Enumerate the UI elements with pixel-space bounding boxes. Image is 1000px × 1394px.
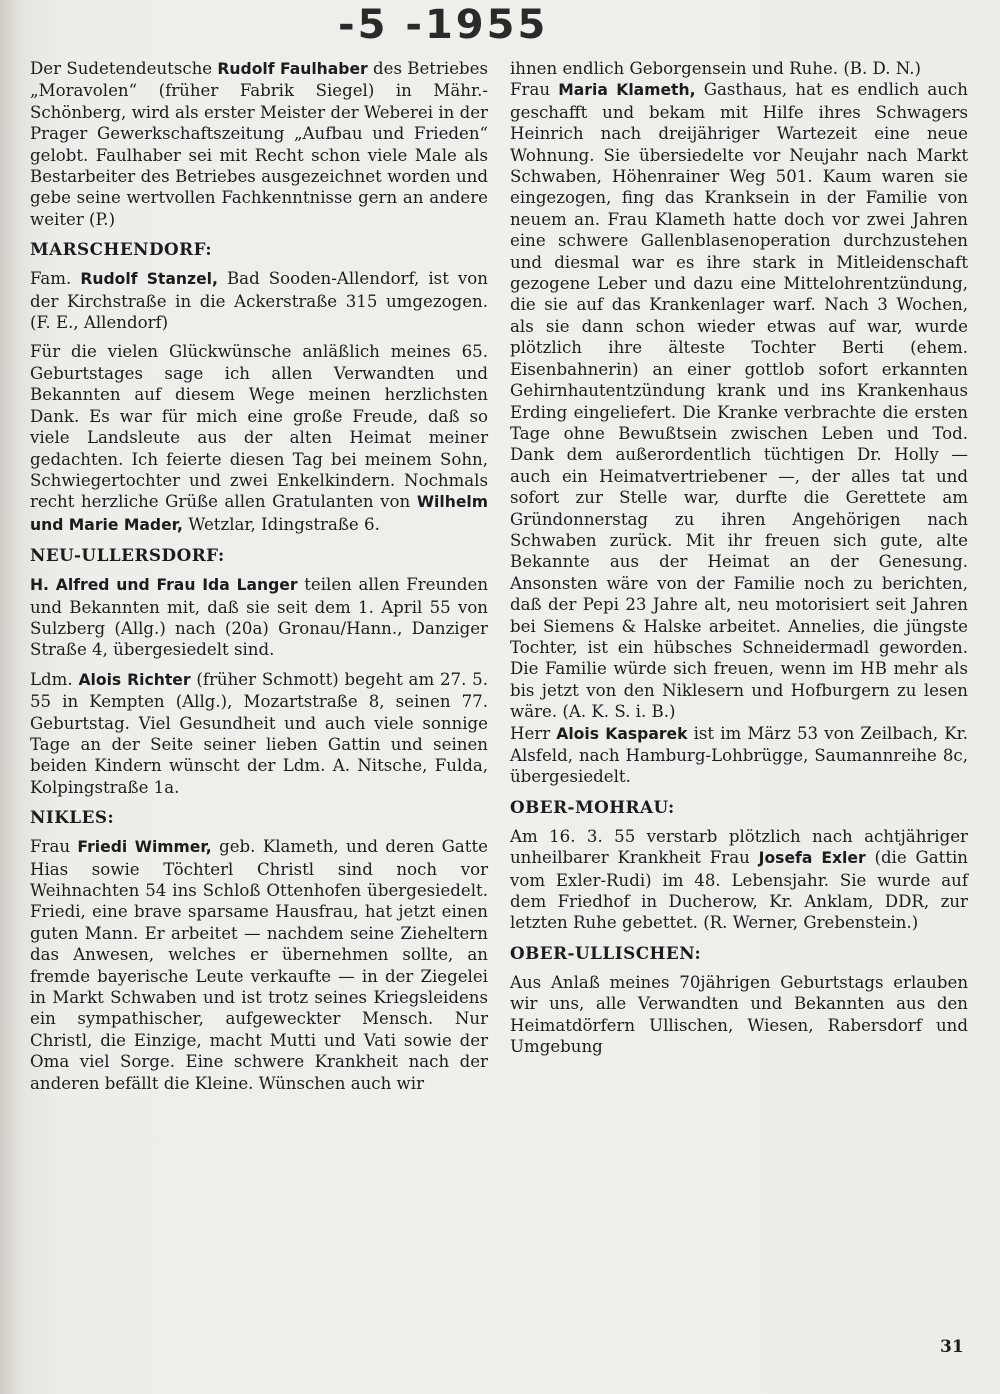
section-heading-neu-ullersdorf: NEU-ULLERSDORF: [30,545,225,566]
section-heading-ober-ullischen: OBER-ULLISCHEN: [510,942,702,963]
article-exler [510,826,968,934]
text-segment: Am 16. 3. 55 verstarb plötzlich nach achtjähriger unheilbarer Krankheit Frau [510,826,968,868]
section-heading-nikles: NIKLES: [30,807,115,828]
text-segment: (die Gattin vom Exler-Rudi) im 48. Lebensjahr. Sie wurde auf dem Friedhof in Ducherow, Kr. Anklam, DDR, zur letzten Ruhe gebettet. (R. Werner, Grebenstein.) [510,848,968,933]
text-segment: Der Sudetendeutsche [30,59,218,78]
page-number: 31 [940,1337,964,1357]
text-segment: teilen allen Freunden und Bekannten mit, daß sie seit dem 1. April 55 von Sulzberg (Allg.) nach (20a) Gronau/Hann., Danziger Straße 4, übergesiedelt sind. [30,575,489,660]
text-segment: Fam. [30,269,81,289]
text-segment: Aus Anlaß meines 70jährigen Geburtstags erlauben wir uns, alle Verwandten und Bekannten aus den Heimatdörfern Ullischen, Wiesen, Rabersdorf und Umgebung [510,972,968,1057]
article-stanzel [30,268,488,333]
text-segment: geb. Klameth, und deren Gatte Hias sowie Töchterl Christl sind noch vor Weihnachten 54 ins Schloß Ottenhofen übergesiedelt. Friedi, eine brave sparsame Hausfrau, hat jetzt einen guten Mann. Er arbeitet — nachdem seine Zieheltern das Anwesen, welches er übernehmen sollte, an fremde bayerische Leute verkaufte — in der Ziegelei in Markt Schwaben und ist trotz seines Kriegsleidens ein sympathischer, aufgeweckter Mensch. Nur Christl, die Einzige, macht Mutti und Vati sowie der Oma viel Sorge. Eine schwere Krankheit nach der anderen befällt die Kleine. Wünschen auch wir [30,837,488,1093]
name-highlight: Alois Kasparek [556,724,688,743]
text-segment: Herr [510,723,557,743]
article-mader [30,341,488,536]
name-highlight: Maria Klameth, [558,81,696,100]
text-segment: Wetzlar, Idingstraße 6. [182,514,380,534]
text-segment: ihnen endlich Geborgensein und Ruhe. (B. D. N.) [510,59,922,78]
name-highlight: H. Alfred und Frau Ida Langer [30,576,298,595]
name-highlight: Alois Richter [78,670,191,689]
text-segment: Ldm. [30,669,79,689]
article-langer [30,574,488,661]
date-stamp: -5 -1955 [338,2,549,48]
name-highlight: Rudolf Stanzel, [80,270,218,289]
right-column [510,58,968,1065]
article-richter [30,669,488,798]
left-column [30,58,488,1102]
article-faulhaber [30,58,488,230]
name-highlight: Josefa Exler [758,849,866,868]
article-kasparek [510,723,968,788]
section-heading-ober-mohrau: OBER-MOHRAU: [510,796,675,817]
article-wimmer-continued [510,58,968,79]
text-segment: Für die vielen Glückwünsche anläßlich meines 65. Geburtstages sage ich allen Verwandten und Bekannten auf diesem Wege meinen herzlichsten Dank. Es war für mich eine große Freude, daß so viele Landsleute aus der alten Heimat meiner gedachten. Ich feierte diesen Tag bei meinem Sohn, Schwiegertochter und zwei Enkelkindern. Nochmals recht herzliche Grüße allen Gratulanten von [30,342,488,512]
name-highlight: Wilhelm und Marie Mader, [30,493,488,534]
text-segment: (früher Schmott) begeht am 27. 5. 55 in Kempten (Allg.), Mozartstraße 8, seinen 77. Geburtstag. Viel Gesundheit und auch viele sonnige Tage an der Seite seiner lieben Gattin und seinen beiden Kindern wünscht der Ldm. A. Nitsche, Fulda, Kolpingstraße 1a. [30,669,488,797]
article-klameth [510,79,968,722]
name-highlight: Friedi Wimmer, [77,838,212,857]
text-segment: Frau [30,837,78,857]
text-segment: des Betriebes „Moravolen“ (früher Fabrik Siegel) in Mähr.-Schönberg, wird als erster Meister der Weberei in der Prager Gewerkschaftszeitung „Aufbau und Frieden“ gelobt. Faulhaber sei mit Recht schon viele Male als Bestarbeiter des Betriebes ausgezeichnet worden und gebe seine wertvollen Fachkenntnisse gern an andere weiter (P.) [30,59,488,229]
text-segment: Gasthaus, hat es endlich auch geschafft und bekam mit Hilfe ihres Schwagers Heinrich nach dreijähriger Wartezeit eine neue Wohnung. Sie übersiedelte vor Neujahr nach Markt Schwaben, Höhenrainer Weg 501. Kaum waren sie eingezogen, fing das Kranksein in der Familie von neuem an. Frau Klameth hatte doch vor zwei Jahren eine schwere Gallenblasenoperation durchzustehen und diesmal war es ihre stark in Mitleidenschaft gezogene Leber und dazu eine Mittelohrentzündung, die sie auf das Krankenlager warf. Nach 3 Wochen, als sie dann schon wieder etwas auf war, wurde plötzlich ihre älteste Tochter Berti (ehem. Eisenbahnerin) an einer gottlob sofort erkannten Gehirnhautentzündung krank und ins Krankenhaus Erding eingeliefert. Die Kranke verbrachte die ersten Tage ohne Bewußtsein zwischen Leben und Tod. Dank dem außerordentlich tüchtigen Dr. Holly — auch ein Heimatvertriebener —, der alles tat und sofort zur Stelle war, durfte die Gerettete am Gründonnerstag zu ihren Angehörigen nach Schwaben zurück. Mit ihr freuen sich gute, alte Bekannte aus der Heimat an der Genesung. Ansonsten wäre von der Familie noch zu berichten, daß der Pepi 23 Jahre alt, neu motorisiert seit Jahren bei Siemens & Halske arbeitet. Annelies, die jüngste Tochter, ist ein hübsches Schneidermadl geworden. Die Familie würde sich freuen, wenn im HB mehr als bis jetzt von den Niklesern und Hofburgern zu lesen wäre. (A. K. S. i. B.) [510,80,968,722]
text-segment: Bad Sooden-Allendorf, ist von der Kirchstraße in die Ackerstraße 315 umgezogen. (F. E., Allendorf) [30,269,488,333]
article-wimmer [30,836,488,1094]
text-segment: ist im März 53 von Zeilbach, Kr. Alsfeld, nach Hamburg-Lohbrügge, Saumannreihe 8c, übergesiedelt. [510,723,968,787]
text-segment: Frau [510,80,559,100]
article-ober-ullischen [510,972,968,1058]
name-highlight: Rudolf Faulhaber [217,60,368,78]
section-heading-marschendorf: MARSCHENDORF: [30,239,213,260]
